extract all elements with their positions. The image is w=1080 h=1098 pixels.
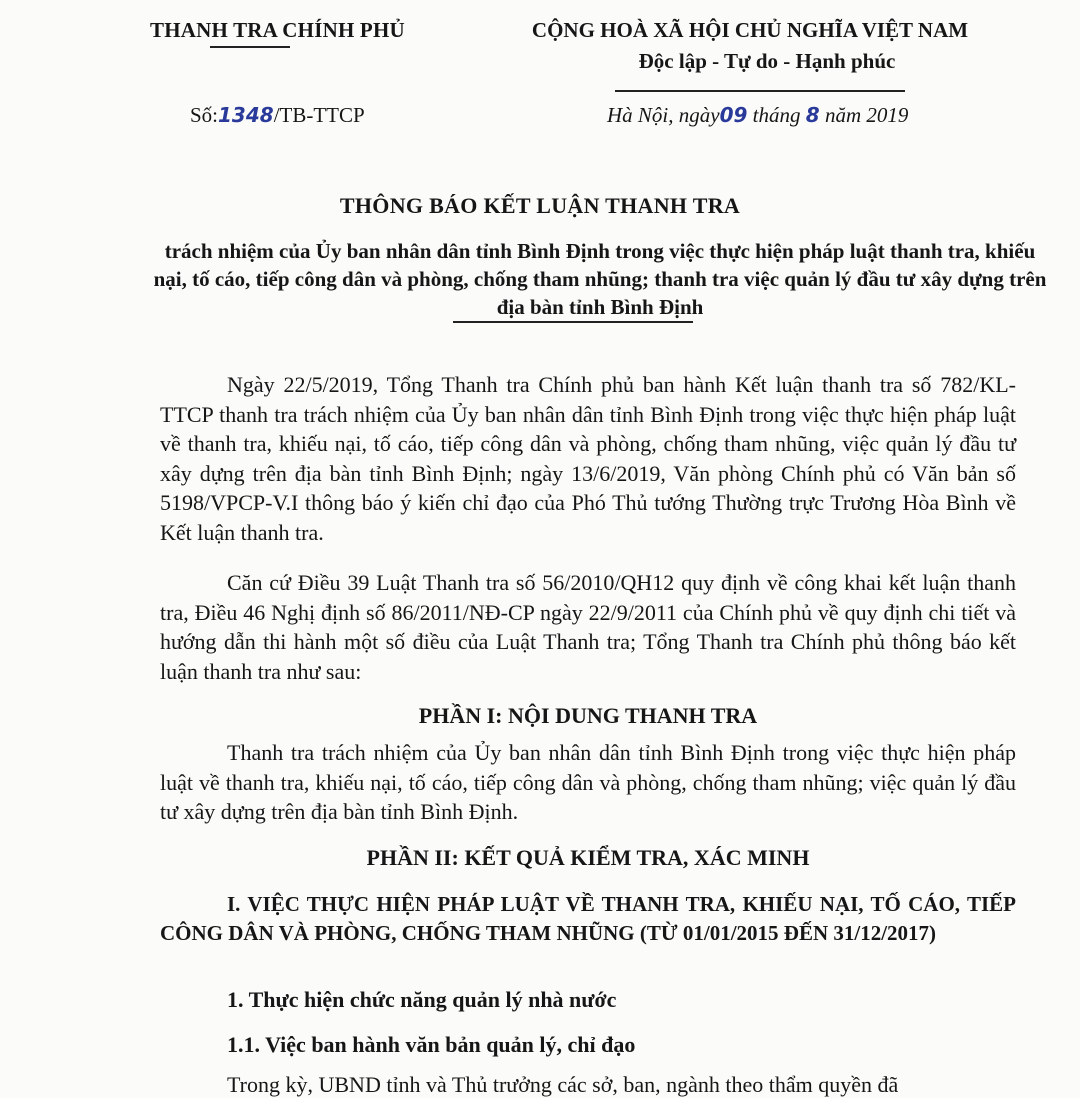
paragraph-inspection-content: Thanh tra trách nhiệm của Ủy ban nhân dân tỉnh Bình Định trong việc thực hiện pháp luật về thanh tra, khiếu nại, tố cáo, tiếp công dân và phòng, chống tham nhũng; việc quản lý đầu tư xây dựng trên địa bàn tỉnh Bình Định. — [160, 740, 1016, 824]
motto-underline — [615, 90, 905, 92]
document-subtitle: trách nhiệm của Ủy ban nhân dân tỉnh Bình Định trong việc thực hiện pháp luật thanh tra, khiếu nại, tố cáo, tiếp công dân và phòng, chống tham nhũng; thanh tra việc quản lý đầu tư xây dựng trên địa bàn tỉnh Bình Định — [153, 239, 1047, 319]
subsection-1-1-heading: 1.1. Việc ban hành văn bản quản lý, chỉ đạo — [227, 1032, 636, 1057]
national-header — [505, 18, 995, 74]
document-date — [607, 103, 908, 128]
number-prefix: Số: — [190, 103, 219, 127]
date-month-label: tháng — [747, 103, 806, 127]
agency-underline — [210, 46, 290, 48]
national-motto: Độc lập - Tự do - Hạnh phúc — [638, 49, 896, 73]
document-number — [190, 103, 365, 128]
paragraph-intro: Ngày 22/5/2019, Tổng Thanh tra Chính phủ ban hành Kết luận thanh tra số 782/KL-TTCP thanh tra trách nhiệm của Ủy ban nhân dân tỉnh Bình Định trong việc thực hiện pháp luật về thanh tra, khiếu nại, tố cáo, tiếp công dân và phòng, chống tham nhũng, việc quản lý đầu tư xây dựng trên địa bàn tỉnh Bình Định; ngày 13/6/2019, Văn phòng Chính phủ có Văn bản số 5198/VPCP-V.I thông báo ý kiến chỉ đạo của Phó Thủ tướng Thường trực Trương Hòa Bình về Kết luận thanh tra. — [160, 372, 1016, 545]
handwritten-month: 8 — [805, 103, 820, 127]
subsection-1-heading: 1. Thực hiện chức năng quản lý nhà nước — [227, 987, 617, 1012]
date-year: năm 2019 — [819, 103, 909, 127]
section-i-heading: I. VIỆC THỰC HIỆN PHÁP LUẬT VỀ THANH TRA, KHIẾU NẠI, TỐ CÁO, TIẾP CÔNG DÂN VÀ PHÒNG, CHỐNG THAM NHŨNG (TỪ 01/01/2015 ĐẾN 31/12/2017) — [160, 892, 1016, 945]
handwritten-day: 09 — [719, 103, 748, 127]
subtitle-underline — [453, 321, 693, 323]
part1-heading: PHẦN I: NỘI DUNG THANH TRA — [418, 703, 758, 728]
number-suffix: /TB-TTCP — [273, 103, 365, 127]
document-title: THÔNG BÁO KẾT LUẬN THANH TRA — [339, 193, 741, 218]
agency-name: THANH TRA CHÍNH PHỦ — [150, 18, 405, 42]
issuing-agency — [150, 18, 405, 43]
part2-heading: PHẦN II: KẾT QUẢ KIỂM TRA, XÁC MINH — [366, 845, 810, 870]
handwritten-number: 1348 — [218, 103, 274, 127]
date-prefix: Hà Nội, ngày — [607, 103, 720, 127]
nation-name: CỘNG HOÀ XÃ HỘI CHỦ NGHĨA VIỆT NAM — [531, 18, 969, 42]
paragraph-legal-basis: Căn cứ Điều 39 Luật Thanh tra số 56/2010/QH12 quy định về công khai kết luận thanh tra, Điều 46 Nghị định số 86/2011/NĐ-CP ngày 22/9/2011 của Chính phủ về quy định chi tiết và hướng dẫn thi hành một số điều của Luật Thanh tra; Tổng Thanh tra Chính phủ thông báo kết luận thanh tra như sau: — [160, 570, 1016, 684]
paragraph-truncated: Trong kỳ, UBND tỉnh và Thủ trưởng các sở, ban, ngành theo thẩm quyền đã — [227, 1072, 899, 1097]
